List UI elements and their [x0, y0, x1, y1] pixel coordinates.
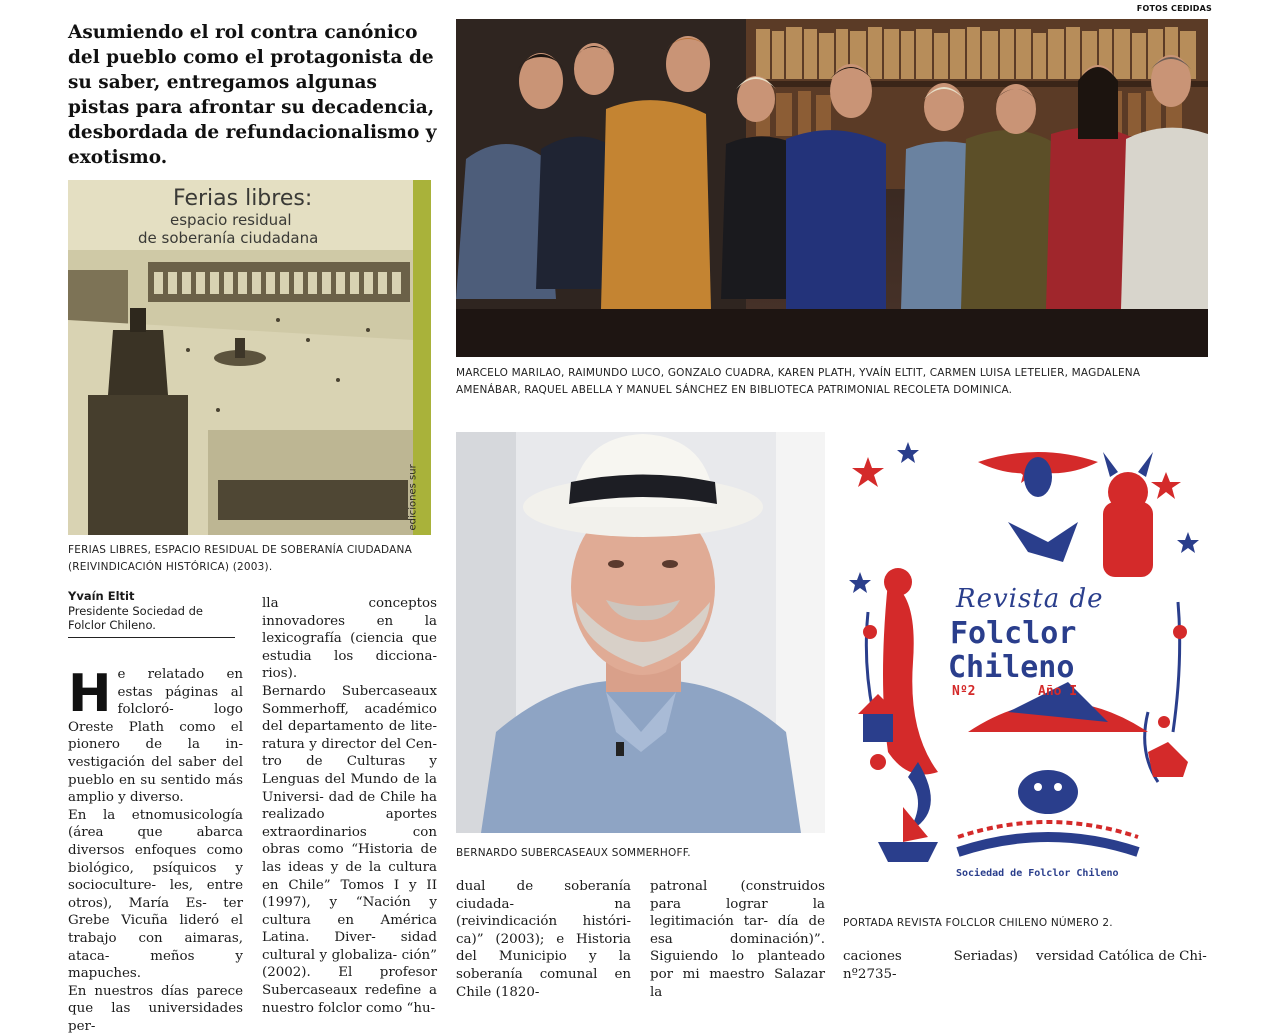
photo-credit: FOTOS CEDIDAS: [1136, 4, 1212, 13]
article-column-4: [650, 878, 825, 1000]
author-role: Presidente Sociedad de Folclor Chileno.: [68, 604, 203, 632]
magazine-number: Nº2: [952, 684, 976, 699]
lead-paragraph: Asumiendo el rol contra canónico del pueblo como el protagonista de su saber, entregamos algunas pistas para afrontar su decadencia, desbordada de refundacionalismo y exotismo.: [68, 22, 437, 168]
col3-paragraph: dual de soberanía ciudada- na (reivindicación históri- ca)” (2003); e Historia del Municipio y la soberanía comunal en Chile (1820-: [456, 879, 631, 1000]
magazine-title-line1: Revista de: [956, 584, 1104, 614]
byline-divider: [68, 637, 235, 638]
book-title-line1: Ferias libres:: [173, 186, 313, 211]
magazine-caption: PORTADA REVISTA FOLCLOR CHILENO NÚMERO 2.: [843, 917, 1113, 929]
portrait-photo: [456, 432, 825, 833]
book-title-line3: de soberanía ciudadana: [138, 229, 319, 247]
article-column-6: [1036, 948, 1211, 964]
group-photo-caption: MARCELO MARILAO, RAIMUNDO LUCO, GONZALO CUADRA, KAREN PLATH, YVAÍN ELTIT, CARMEN LUISA LETELIER, MAGDALENA AMENÁBAR, RAQUEL ABELLA Y MANUEL SÁNCHEZ EN BIBLIOTECA PATRIMONIAL RECOLETA DOMINICA.: [456, 367, 1141, 396]
article-column-2: [262, 595, 437, 1016]
magazine-publisher: Sociedad de Folclor Chileno: [956, 868, 1119, 879]
book-cover-image: [68, 180, 431, 535]
col4-paragraph: patronal (construidos para lograr la legitimación tar- día de esa dominación)”. Siguiendo lo planteado por mi maestro Salazar la: [650, 879, 825, 1000]
col2-paragraph-1: lla conceptos innovadores en la lexicografía (ciencia que estudia los dicciona- rios).: [262, 596, 437, 682]
col1-paragraph-1: e relatado en estas páginas al folcloró- logo Oreste Plath como el pionero de la in- vestigación del saber del pueblo en su sentido más amplio y diverso.: [68, 667, 243, 806]
magazine-cover: [848, 432, 1208, 888]
article-column-3: [456, 878, 631, 1000]
col2-paragraph-2: Bernardo Subercaseaux Sommerhoff, académico del departamento de lite- ratura y director del Cen- tro de Culturas y Lenguas del Mundo de la Universi- dad de Chile ha realizado aportes extraordinarios con obras como “Historia de las ideas y de la cultura en Chile” Tomos I y II (1997), y “Nación y cultura en América Latina. Diver- sidad cultural y globaliza- ción” (2002). El profesor Subercaseaux redefine a nuestro folclor como “hu-: [262, 683, 437, 1016]
magazine-year: Año I: [1038, 684, 1078, 699]
drop-cap: H: [68, 664, 112, 724]
author-name: Yvaín Eltit: [68, 589, 135, 603]
col6-paragraph: versidad Católica de Chi-: [1036, 949, 1207, 964]
magazine-title-line3: Chileno: [948, 650, 1075, 685]
col5-paragraph: caciones Seriadas) nº2735-: [843, 949, 1018, 982]
group-photo: [456, 19, 1208, 357]
portrait-caption: BERNARDO SUBERCASEAUX SOMMERHOFF.: [456, 847, 691, 859]
col1-paragraph-3: En nuestros días parece que las universidades per-: [68, 983, 243, 1034]
book-spine-text: ediciones sur: [407, 464, 419, 531]
magazine-title-line2: Folclor: [950, 616, 1077, 651]
book-title-line2: espacio residual: [170, 211, 292, 229]
book-caption: FERIAS LIBRES, ESPACIO RESIDUAL DE SOBERANÍA CIUDADANA (REIVINDICACIÓN HISTÓRICA) (2003).: [68, 544, 412, 573]
article-column-5: [843, 948, 1018, 982]
col1-paragraph-2: En la etnomusicología (área que abarca diversos enfoques como biológico, psíquicos y socioculture- les, entre otros), María Es- ter Grebe Vicuña lideró el trabajo con aimaras, ataca- meños y mapuches.: [68, 807, 243, 982]
article-column-1: [68, 664, 243, 1034]
